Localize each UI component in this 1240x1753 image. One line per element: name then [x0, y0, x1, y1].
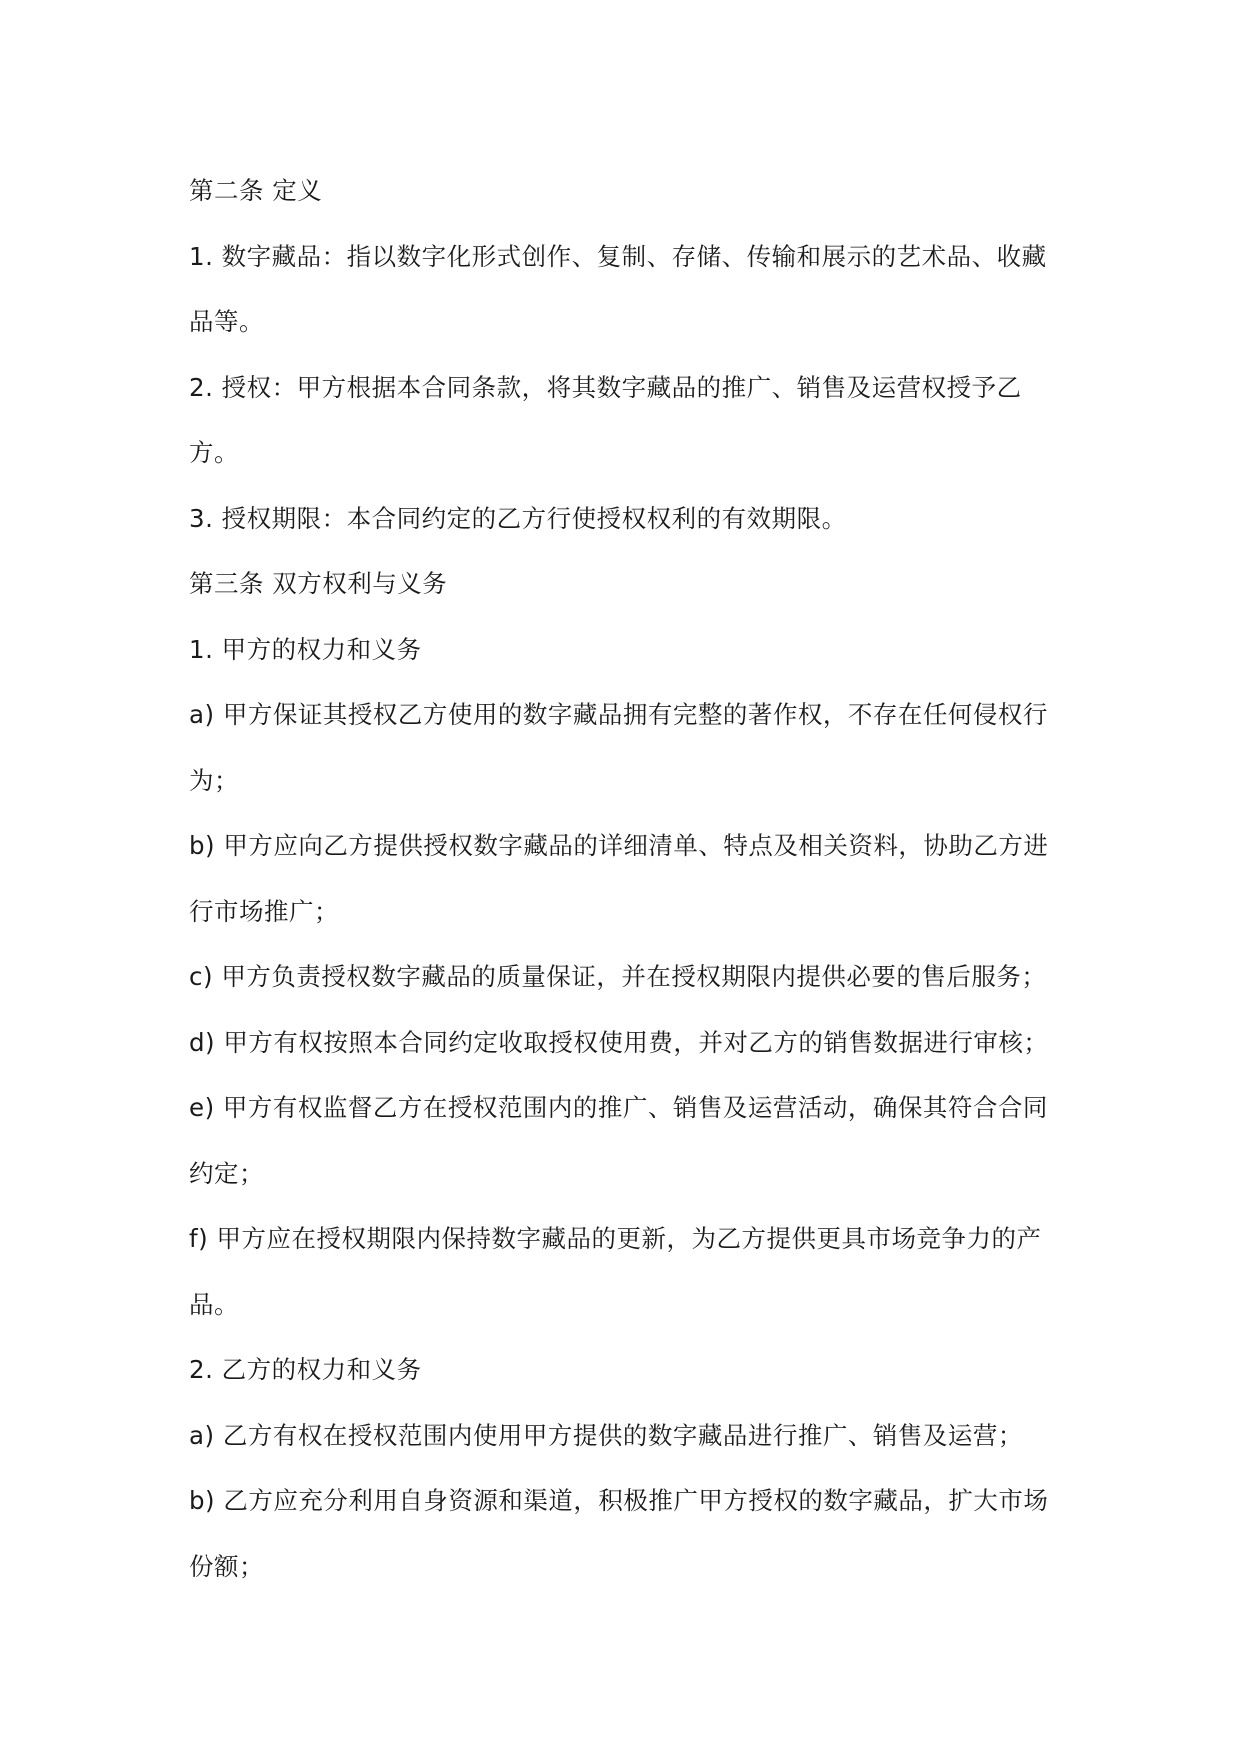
paragraph-line: 方。: [189, 438, 239, 467]
paragraph-line: 行市场推广；: [189, 896, 339, 926]
subsection-heading: 2. 乙方的权力和义务: [189, 1355, 422, 1384]
paragraph-line: 1. 数字藏品：指以数字化形式创作、复制、存储、传输和展示的艺术品、收藏: [189, 241, 1047, 271]
paragraph-line: 份额；: [189, 1551, 264, 1581]
paragraph-line: 约定；: [189, 1158, 264, 1188]
document-body: [189, 158, 1069, 1599]
paragraph-line: f) 甲方应在授权期限内保持数字藏品的更新，为乙方提供更具市场竞争力的产: [189, 1224, 1042, 1253]
paragraph-line: 品。: [189, 1289, 239, 1319]
paragraph-line: b) 乙方应充分利用自身资源和渠道，积极推广甲方授权的数字藏品，扩大市场: [189, 1486, 1049, 1515]
paragraph-line: a) 乙方有权在授权范围内使用甲方提供的数字藏品进行推广、销售及运营；: [189, 1420, 1023, 1450]
paragraph-line: 品等。: [189, 307, 264, 336]
paragraph-line: c) 甲方负责授权数字藏品的质量保证，并在授权期限内提供必要的售后服务；: [189, 962, 1047, 991]
paragraph-line: a) 甲方保证其授权乙方使用的数字藏品拥有完整的著作权，不存在任何侵权行: [189, 700, 1048, 729]
section-heading: 第三条 双方权利与义务: [189, 569, 448, 598]
subsection-heading: 1. 甲方的权力和义务: [189, 634, 422, 664]
paragraph-line: b) 甲方应向乙方提供授权数字藏品的详细清单、特点及相关资料，协助乙方进: [189, 831, 1049, 860]
section-heading: 第二条 定义: [189, 176, 323, 205]
paragraph-line: 2. 授权：甲方根据本合同条款，将其数字藏品的推广、销售及运营权授予乙: [189, 372, 1022, 402]
paragraph-line: e) 甲方有权监督乙方在授权范围内的推广、销售及运营活动，确保其符合合同: [189, 1093, 1048, 1122]
paragraph-line: d) 甲方有权按照本合同约定收取授权使用费，并对乙方的销售数据进行审核；: [189, 1027, 1049, 1057]
paragraph-line: 3. 授权期限：本合同约定的乙方行使授权权利的有效期限。: [189, 503, 847, 533]
paragraph-line: 为；: [189, 765, 239, 795]
